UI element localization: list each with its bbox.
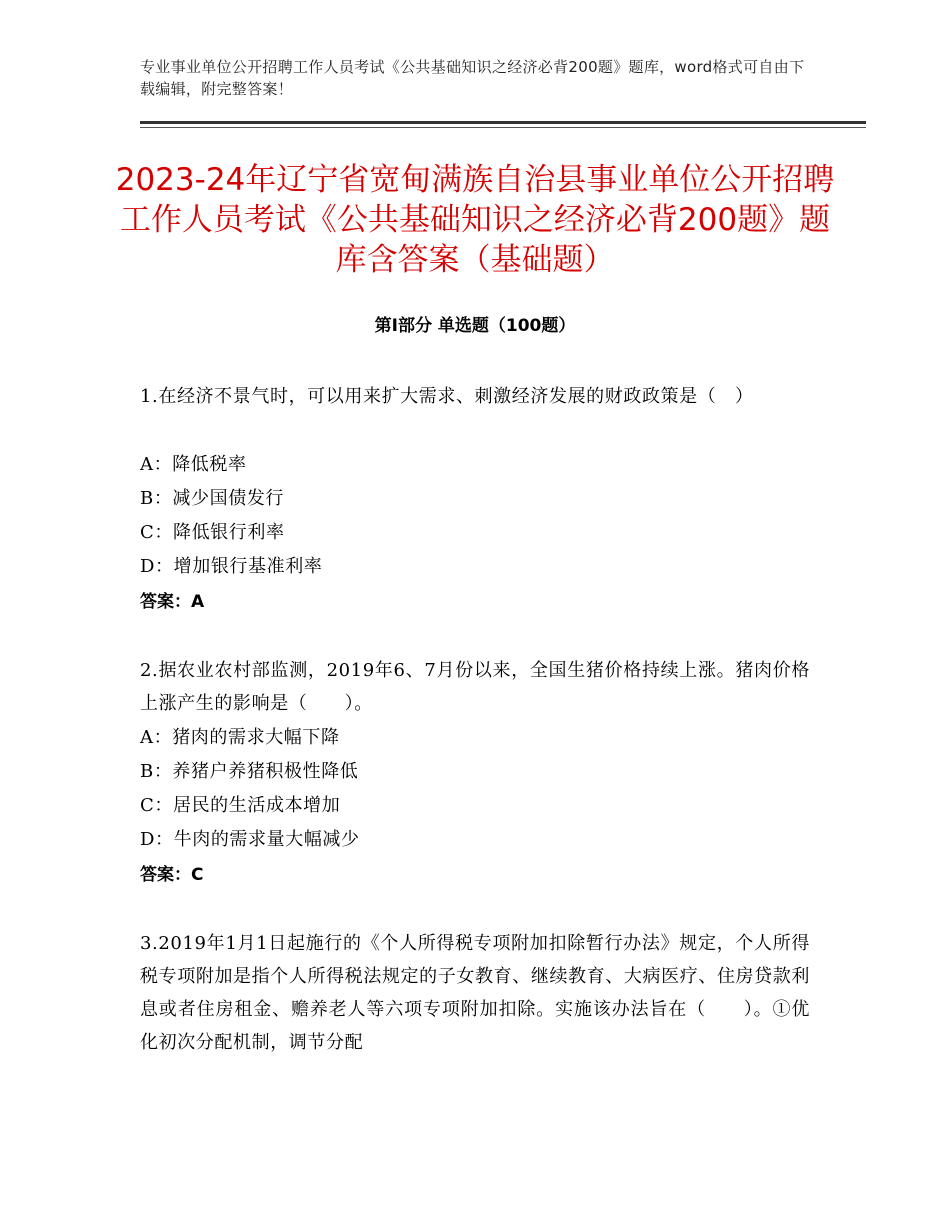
question-2-text: 2.据农业农村部监测，2019年6、7月份以来，全国生猪价格持续上涨。猪肉价格上涨产生的影响是（ ）。 — [140, 660, 810, 714]
section-heading: 第Ⅰ部分 单选题（100题） — [374, 316, 576, 336]
question-2-option-d: D：牛肉的需求量大幅减少 — [140, 829, 360, 850]
question-1-option-c: C：降低银行利率 — [140, 522, 285, 543]
question-1-answer: 答案：A — [140, 592, 205, 612]
header-divider-thin — [140, 127, 866, 128]
header-note: 专业事业单位公开招聘工作人员考试《公共基础知识之经济必背200题》题库，word格式可自由下载编辑，附完整答案！ — [140, 58, 805, 98]
question-2-answer: 答案：C — [140, 865, 204, 885]
question-2-option-b: B：养猪户养猪积极性降低 — [140, 761, 359, 782]
header-divider-thick — [140, 121, 866, 124]
question-1-text: 1.在经济不景气时，可以用来扩大需求、刺激经济发展的财政政策是（ ） — [140, 386, 754, 407]
question-1-option-a: A：降低税率 — [140, 454, 247, 475]
question-1-option-d: D：增加银行基准利率 — [140, 556, 323, 577]
question-3-text: 3.2019年1月1日起施行的《个人所得税专项附加扣除暂行办法》规定，个人所得税专项附加是指个人所得税法规定的子女教育、继续教育、大病医疗、住房贷款利息或者住房租金、赡养老人等六项专项附加扣除。实施该办法旨在（ ）。①优化初次分配机制，调节分配 — [140, 933, 810, 1053]
document-title: 2023-24年辽宁省宽甸满族自治县事业单位公开招聘工作人员考试《公共基础知识之经济必背200题》题库含答案（基础题） — [115, 162, 835, 278]
question-2-option-a: A：猪肉的需求大幅下降 — [140, 727, 340, 748]
question-2-option-c: C：居民的生活成本增加 — [140, 795, 341, 816]
question-1-option-b: B：减少国债发行 — [140, 488, 285, 509]
